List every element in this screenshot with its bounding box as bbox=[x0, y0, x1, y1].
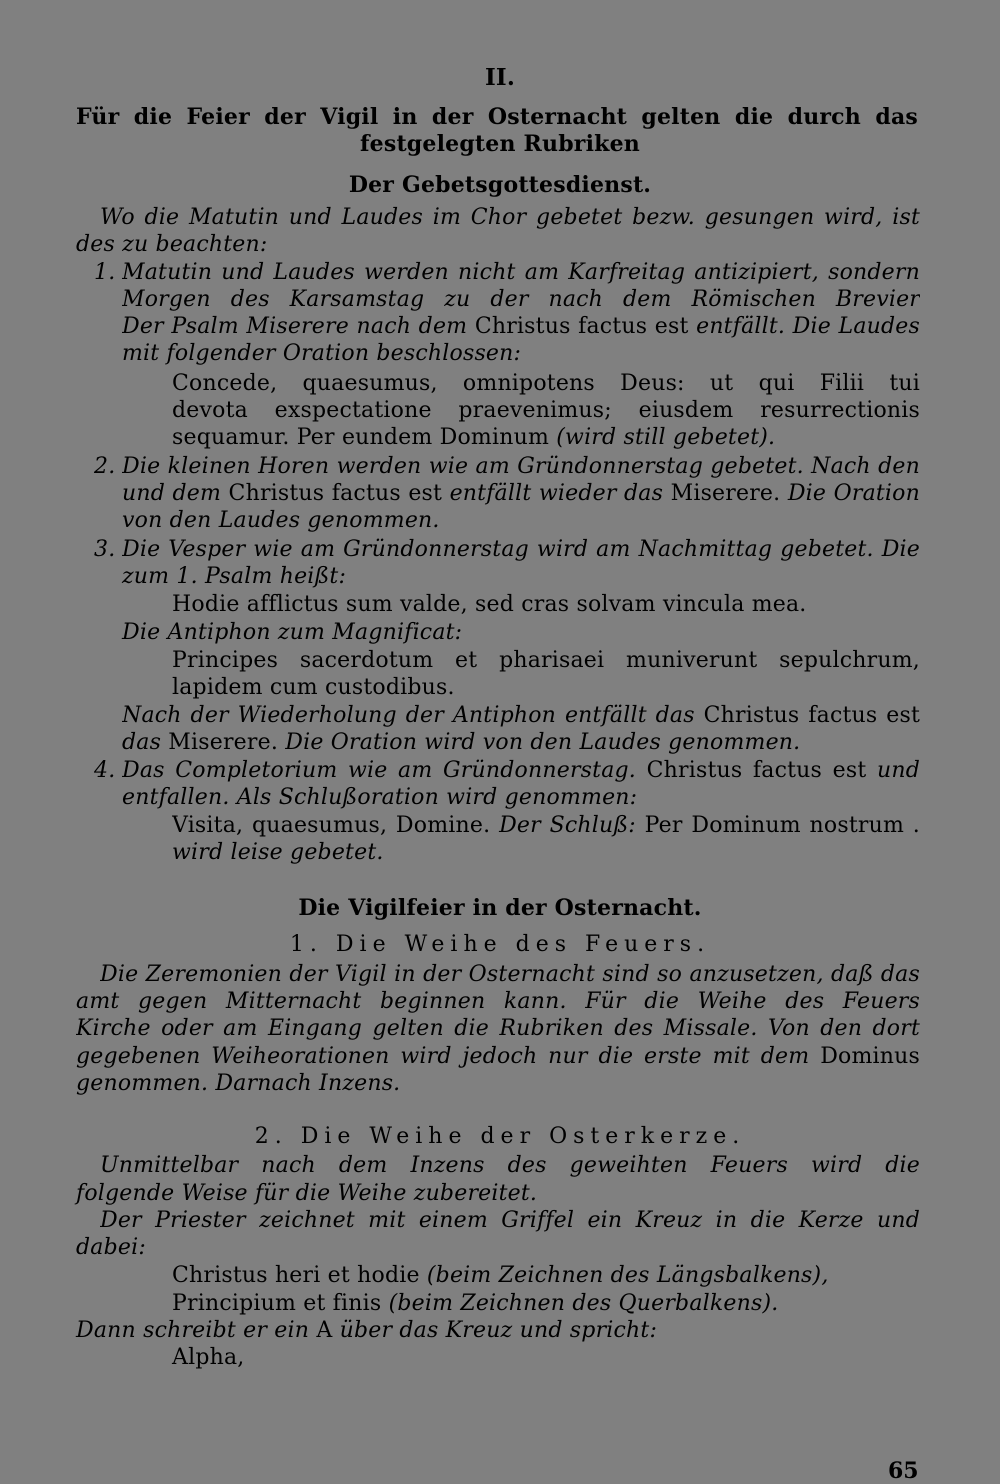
item-3-line-1: Die Vesper wie am Gründonnerstag wird am Nachmittag gebetet. Die bbox=[122, 537, 920, 562]
item-2-line-3: von den Laudes genommen. bbox=[122, 508, 440, 533]
item-4-line-2: entfallen. Als Schlußoration wird genommen: bbox=[122, 785, 638, 810]
section-2-prayer-line-3: Alpha, bbox=[172, 1345, 245, 1370]
item-4-prayer-line-2: wird leise gebetet. bbox=[172, 840, 384, 865]
section-1-line-3: Kirche oder am Eingang gelten die Rubriken des Missale. Von den dort bbox=[76, 1016, 920, 1041]
section-2-line-4: dabei: bbox=[76, 1235, 146, 1260]
section-1-line-2: amt gegen Mitternacht beginnen kann. Für die Weihe des Feuers bbox=[76, 989, 920, 1014]
item-1-prayer-line-3: sequamur. Per eundem Dominum (wird still gebetet). bbox=[172, 425, 776, 450]
section-2-line-2: folgende Weise für die Weihe zubereitet. bbox=[76, 1181, 538, 1206]
item-1-line-2: Morgen des Karsamstag zu der nach dem Römischen Brevier bbox=[122, 287, 920, 312]
item-3-antiphon-1: Hodie afflictus sum valde, sed cras solvam vincula mea. bbox=[172, 592, 807, 617]
item-1-prayer-line-1: Concede, quaesumus, omnipotens Deus: ut qui Filii tui bbox=[172, 371, 920, 396]
item-3-line-4: Nach der Wiederholung der Antiphon entfällt das Christus factus est bbox=[122, 703, 920, 728]
item-1-prayer-line-2: devota exspectatione praevenimus; eiusdem resurrectionis bbox=[172, 398, 920, 423]
section-2-prayer-line-2: Principium et finis (beim Zeichnen des Querbalkens). bbox=[172, 1291, 779, 1316]
item-4-prayer-line-1: Visita, quaesumus, Domine. Der Schluß: Per Dominum nostrum . bbox=[172, 813, 920, 838]
item-1-line-1: Matutin und Laudes werden nicht am Karfreitag antizipiert, sondern bbox=[122, 260, 920, 285]
section-title-line-1: Für die Feier der Vigil in der Osternacht gelten die durch das bbox=[76, 104, 918, 130]
section-2-line-3: Der Priester zeichnet mit einem Griffel ein Kreuz in die Kerze und bbox=[100, 1208, 920, 1233]
item-1-line-3: Der Psalm Miserere nach dem Christus factus est entfällt. Die Laudes bbox=[122, 314, 920, 339]
item-number-1: 1. bbox=[94, 260, 116, 285]
item-2-line-2: und dem Christus factus est entfällt wieder das Miserere. Die Oration bbox=[122, 481, 920, 506]
item-1-line-4: mit folgender Oration beschlossen: bbox=[122, 341, 522, 366]
section-title-line-2: festgelegten Rubriken bbox=[360, 131, 640, 157]
item-number-3: 3. bbox=[94, 537, 116, 562]
item-3-antiphon-2-line-2: lapidem cum custodibus. bbox=[172, 675, 455, 700]
intro-line-2: des zu beachten: bbox=[76, 232, 268, 257]
page-number: 65 bbox=[888, 1458, 919, 1484]
item-2-line-1: Die kleinen Horen werden wie am Gründonnerstag gebetet. Nach den bbox=[122, 454, 920, 479]
item-3-line-3: Die Antiphon zum Magnificat: bbox=[122, 620, 463, 645]
section-1-heading: 1. Die Weihe des Feuers. bbox=[289, 932, 711, 957]
section-2-heading: 2. Die Weihe der Osterkerze. bbox=[254, 1124, 746, 1149]
vigil-heading: Die Vigilfeier in der Osternacht. bbox=[298, 895, 702, 921]
section-number: II. bbox=[484, 64, 516, 91]
item-4-line-1: Das Completorium wie am Gründonnerstag. Christus factus est und bbox=[122, 758, 920, 783]
section-2-line-5: Dann schreibt er ein A über das Kreuz und spricht: bbox=[76, 1318, 658, 1343]
item-number-2: 2. bbox=[94, 454, 116, 479]
item-3-line-2: zum 1. Psalm heißt: bbox=[122, 564, 347, 589]
section-1-line-1: Die Zeremonien der Vigil in der Osternacht sind so anzusetzen, daß das bbox=[100, 962, 920, 987]
section-2-prayer-line-1: Christus heri et hodie (beim Zeichnen des Längsbalkens), bbox=[172, 1263, 829, 1288]
section-1-line-4: gegebenen Weiheorationen wird jedoch nur die erste mit dem Dominus bbox=[76, 1044, 920, 1069]
item-3-line-5: das Miserere. Die Oration wird von den Laudes genommen. bbox=[122, 730, 801, 755]
item-number-4: 4. bbox=[94, 758, 116, 783]
item-3-antiphon-2-line-1: Principes sacerdotum et pharisaei muniverunt sepulchrum, bbox=[172, 648, 920, 673]
intro-line-1: Wo die Matutin und Laudes im Chor gebetet bezw. gesungen wird, ist bbox=[100, 205, 920, 230]
subsection-heading: Der Gebetsgottesdienst. bbox=[348, 172, 652, 198]
section-1-line-5: genommen. Darnach Inzens. bbox=[76, 1071, 401, 1096]
section-2-line-1: Unmittelbar nach dem Inzens des geweihten Feuers wird die bbox=[100, 1153, 920, 1178]
